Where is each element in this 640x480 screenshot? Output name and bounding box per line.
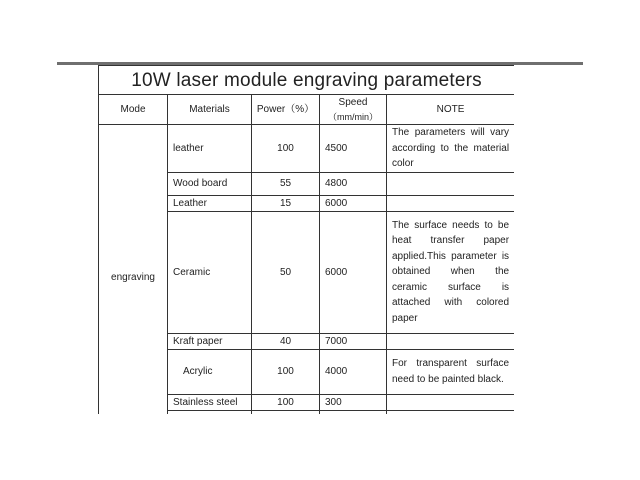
- header-speed: [320, 95, 387, 125]
- material-cell: Ceramic: [168, 211, 252, 333]
- header-speed-label: Speed: [338, 96, 368, 108]
- power-cell: [252, 410, 320, 414]
- material-cell: Acrylic: [168, 349, 252, 394]
- parameter-table: [98, 65, 514, 414]
- material-cell: Kraft paper: [168, 333, 252, 349]
- note-cell: [387, 333, 515, 349]
- material-cell: Stainless steel: [168, 394, 252, 410]
- power-cell: 55: [252, 172, 320, 195]
- mode-cell: engraving: [99, 125, 168, 415]
- note-cell: For transparent surface need to be painted black.: [387, 349, 515, 394]
- speed-cell: 4000: [320, 349, 387, 394]
- material-cell: Leather: [168, 195, 252, 211]
- power-cell: 100: [252, 394, 320, 410]
- material-cell: Wood board: [168, 172, 252, 195]
- speed-cell: 4800: [320, 172, 387, 195]
- header-note: NOTE: [387, 95, 515, 125]
- parameter-table-frame: [98, 65, 514, 414]
- note-cell: [387, 172, 515, 195]
- header-materials: Materials: [168, 95, 252, 125]
- note-cell: [387, 394, 515, 410]
- header-power: Power（%）: [252, 95, 320, 125]
- note-cell: [387, 195, 515, 211]
- speed-cell: 300: [320, 394, 387, 410]
- note-cell: The parameters will vary according to the material color: [387, 125, 515, 173]
- power-cell: 100: [252, 349, 320, 394]
- note-cell: [387, 410, 515, 414]
- material-cell: [168, 410, 252, 414]
- speed-cell: 4500: [320, 125, 387, 173]
- table-title: 10W laser module engraving parameters: [99, 66, 515, 95]
- speed-cell: 6000: [320, 195, 387, 211]
- note-cell: The surface needs to be heat transfer paper applied.This parameter is obtained when the ceramic surface is attached with colored paper: [387, 211, 515, 333]
- power-cell: 100: [252, 125, 320, 173]
- header-speed-unit: （mm/min）: [328, 111, 378, 122]
- power-cell: 50: [252, 211, 320, 333]
- table-header-row: [99, 95, 515, 125]
- power-cell: 40: [252, 333, 320, 349]
- table-row: [99, 125, 515, 173]
- speed-cell: 6000: [320, 211, 387, 333]
- table-title-row: [99, 66, 515, 95]
- header-mode: Mode: [99, 95, 168, 125]
- power-cell: 15: [252, 195, 320, 211]
- material-cell: leather: [168, 125, 252, 173]
- speed-cell: 7000: [320, 333, 387, 349]
- speed-cell: [320, 410, 387, 414]
